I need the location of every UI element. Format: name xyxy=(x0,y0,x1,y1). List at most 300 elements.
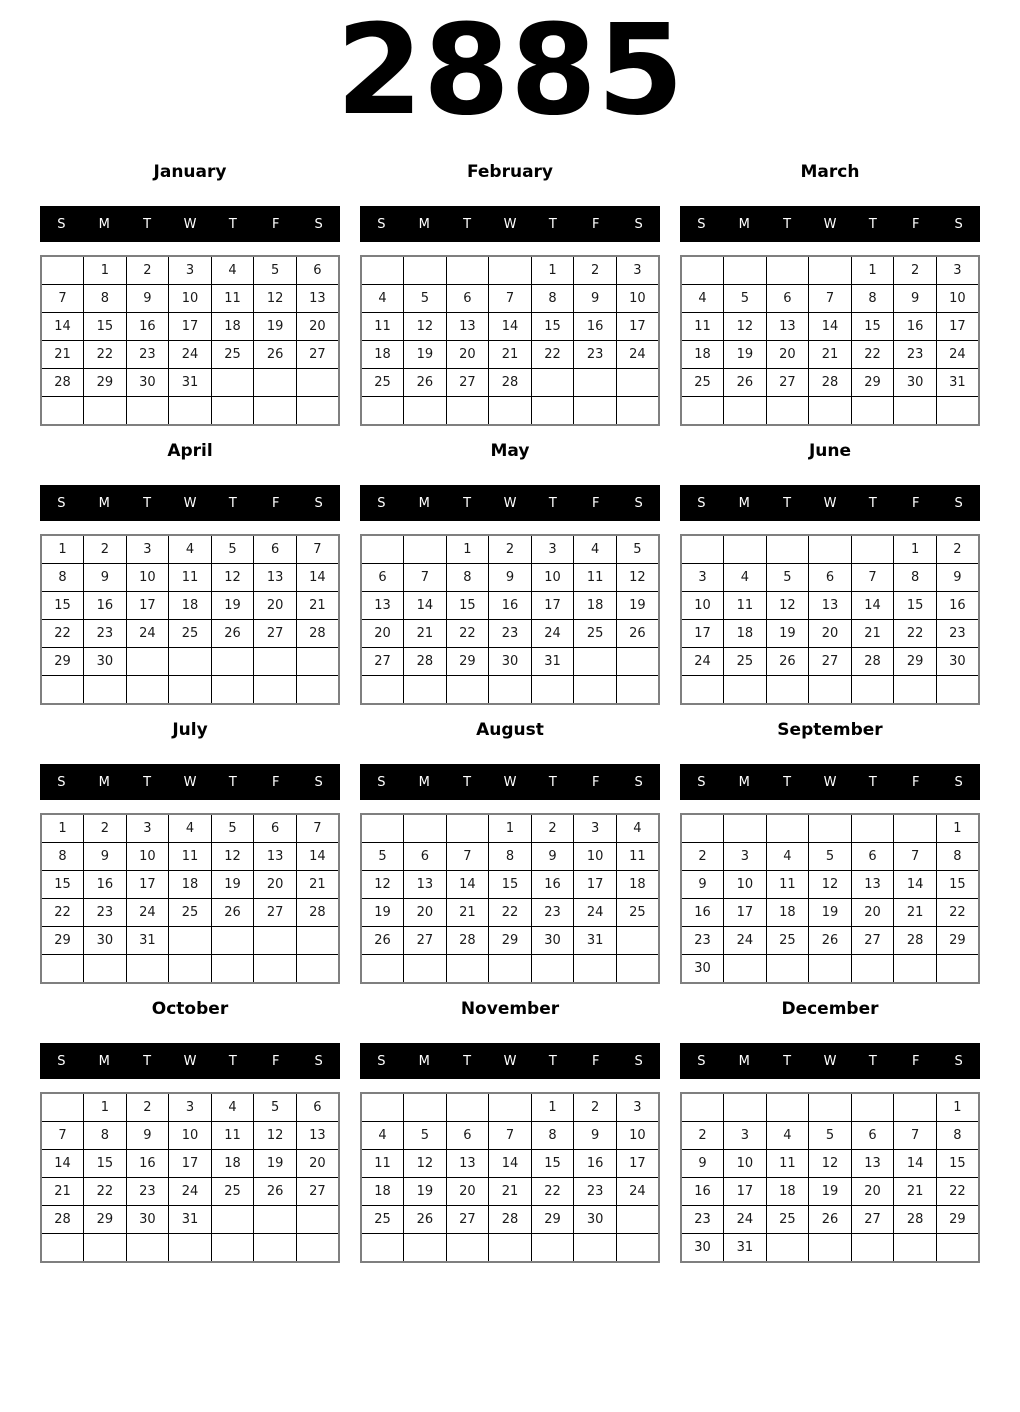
date-cell: 29 xyxy=(531,1206,574,1234)
weekday-label: M xyxy=(738,1053,750,1069)
date-cell: 23 xyxy=(84,899,127,927)
date-cell: 17 xyxy=(616,313,659,341)
week-row xyxy=(681,955,979,984)
date-cell: 5 xyxy=(766,564,809,592)
weekday-label: S xyxy=(377,495,386,511)
date-cell: 24 xyxy=(126,620,169,648)
date-cell: 30 xyxy=(126,369,169,397)
date-cell: 13 xyxy=(851,1150,894,1178)
weekday-label: M xyxy=(418,495,430,511)
empty-cell xyxy=(809,676,852,705)
date-cell: 9 xyxy=(84,564,127,592)
date-cell: 27 xyxy=(254,620,297,648)
date-cell: 23 xyxy=(681,1206,724,1234)
empty-cell xyxy=(489,256,532,285)
date-cell: 19 xyxy=(724,341,767,369)
empty-cell xyxy=(84,1234,127,1263)
date-cell: 15 xyxy=(41,871,84,899)
date-cell: 30 xyxy=(574,1206,617,1234)
date-cell: 24 xyxy=(574,899,617,927)
weekday-label: T xyxy=(143,495,152,511)
date-cell: 19 xyxy=(809,899,852,927)
date-cell: 7 xyxy=(894,843,937,871)
empty-cell xyxy=(489,676,532,705)
date-cell: 24 xyxy=(169,341,212,369)
empty-cell xyxy=(361,1234,404,1263)
weekday-label: T xyxy=(868,495,877,511)
date-cell: 7 xyxy=(489,285,532,313)
date-cell: 26 xyxy=(211,620,254,648)
date-cell: 29 xyxy=(446,648,489,676)
date-cell: 22 xyxy=(531,1178,574,1206)
date-cell: 21 xyxy=(296,592,339,620)
date-cell: 17 xyxy=(616,1150,659,1178)
weekday-header xyxy=(680,206,980,242)
weekday-label: S xyxy=(57,774,66,790)
empty-cell xyxy=(574,369,617,397)
week-row xyxy=(41,397,339,426)
date-cell: 4 xyxy=(211,256,254,285)
date-cell: 12 xyxy=(616,564,659,592)
days-grid xyxy=(40,255,340,426)
date-cell: 18 xyxy=(361,1178,404,1206)
week-row xyxy=(361,955,659,984)
date-cell: 17 xyxy=(724,899,767,927)
date-cell: 20 xyxy=(809,620,852,648)
days-grid xyxy=(360,1092,660,1263)
date-cell: 25 xyxy=(766,1206,809,1234)
weekday-label: F xyxy=(271,774,280,790)
weekday-label: F xyxy=(591,1053,600,1069)
date-cell: 25 xyxy=(211,1178,254,1206)
date-cell: 26 xyxy=(254,1178,297,1206)
empty-cell xyxy=(616,397,659,426)
week-row xyxy=(681,871,979,899)
date-cell: 7 xyxy=(41,285,84,313)
weekday-label: W xyxy=(183,495,197,511)
week-row xyxy=(361,1150,659,1178)
month-title: June xyxy=(808,441,852,461)
empty-cell xyxy=(254,1234,297,1263)
date-cell: 18 xyxy=(766,1178,809,1206)
date-cell: 22 xyxy=(936,1178,979,1206)
date-cell: 12 xyxy=(766,592,809,620)
days-grid xyxy=(40,1092,340,1263)
date-cell: 8 xyxy=(446,564,489,592)
date-cell: 15 xyxy=(84,1150,127,1178)
date-cell: 13 xyxy=(851,871,894,899)
weekday-label: W xyxy=(183,1053,197,1069)
date-cell: 8 xyxy=(84,1122,127,1150)
week-row xyxy=(361,1206,659,1234)
date-cell: 6 xyxy=(296,256,339,285)
date-cell: 5 xyxy=(254,1093,297,1122)
date-cell: 14 xyxy=(489,313,532,341)
empty-cell xyxy=(489,955,532,984)
week-row xyxy=(681,899,979,927)
empty-cell xyxy=(126,648,169,676)
empty-cell xyxy=(169,927,212,955)
date-cell: 9 xyxy=(126,285,169,313)
date-cell: 21 xyxy=(446,899,489,927)
week-row xyxy=(361,313,659,341)
date-cell: 18 xyxy=(724,620,767,648)
days-grid xyxy=(680,534,980,705)
date-cell: 2 xyxy=(84,814,127,843)
empty-cell xyxy=(681,814,724,843)
empty-cell xyxy=(446,1093,489,1122)
empty-cell xyxy=(296,369,339,397)
week-row xyxy=(41,955,339,984)
date-cell: 12 xyxy=(724,313,767,341)
date-cell: 4 xyxy=(361,285,404,313)
date-cell: 30 xyxy=(681,955,724,984)
empty-cell xyxy=(211,369,254,397)
date-cell: 14 xyxy=(489,1150,532,1178)
weekday-label: S xyxy=(377,774,386,790)
week-row xyxy=(681,1234,979,1263)
date-cell: 5 xyxy=(211,535,254,564)
week-row xyxy=(361,397,659,426)
month-title: September xyxy=(777,720,883,740)
empty-cell xyxy=(211,397,254,426)
week-row xyxy=(681,620,979,648)
date-cell: 26 xyxy=(724,369,767,397)
date-cell: 13 xyxy=(254,564,297,592)
date-cell: 16 xyxy=(936,592,979,620)
date-cell: 29 xyxy=(489,927,532,955)
empty-cell xyxy=(404,397,447,426)
date-cell: 12 xyxy=(404,313,447,341)
date-cell: 3 xyxy=(681,564,724,592)
empty-cell xyxy=(446,1234,489,1263)
empty-cell xyxy=(296,1234,339,1263)
empty-cell xyxy=(489,397,532,426)
month-march xyxy=(680,162,980,426)
date-cell: 14 xyxy=(446,871,489,899)
date-cell: 12 xyxy=(211,843,254,871)
weekday-label: M xyxy=(738,216,750,232)
empty-cell xyxy=(681,1093,724,1122)
weekday-label: T xyxy=(548,216,557,232)
empty-cell xyxy=(894,955,937,984)
date-cell: 1 xyxy=(84,1093,127,1122)
date-cell: 21 xyxy=(296,871,339,899)
empty-cell xyxy=(616,369,659,397)
month-title: May xyxy=(490,441,530,461)
date-cell: 17 xyxy=(681,620,724,648)
date-cell: 7 xyxy=(446,843,489,871)
date-cell: 3 xyxy=(126,814,169,843)
date-cell: 19 xyxy=(766,620,809,648)
empty-cell xyxy=(254,1206,297,1234)
empty-cell xyxy=(446,676,489,705)
week-row xyxy=(681,369,979,397)
date-cell: 28 xyxy=(41,1206,84,1234)
weekday-label: F xyxy=(591,774,600,790)
date-cell: 23 xyxy=(574,341,617,369)
weekday-label: F xyxy=(911,774,920,790)
date-cell: 3 xyxy=(574,814,617,843)
date-cell: 21 xyxy=(809,341,852,369)
date-cell: 12 xyxy=(254,1122,297,1150)
empty-cell xyxy=(809,535,852,564)
date-cell: 28 xyxy=(296,899,339,927)
weekday-label: T xyxy=(463,774,472,790)
week-row xyxy=(41,285,339,313)
date-cell: 31 xyxy=(724,1234,767,1263)
weekday-header xyxy=(360,485,660,521)
weekday-label: W xyxy=(823,1053,837,1069)
date-cell: 5 xyxy=(809,843,852,871)
empty-cell xyxy=(574,955,617,984)
weekday-label: F xyxy=(591,216,600,232)
date-cell: 25 xyxy=(724,648,767,676)
date-cell: 27 xyxy=(851,1206,894,1234)
date-cell: 4 xyxy=(574,535,617,564)
date-cell: 28 xyxy=(489,369,532,397)
date-cell: 15 xyxy=(446,592,489,620)
date-cell: 27 xyxy=(809,648,852,676)
date-cell: 15 xyxy=(531,1150,574,1178)
date-cell: 1 xyxy=(84,256,127,285)
days-grid xyxy=(680,1092,980,1263)
date-cell: 28 xyxy=(894,927,937,955)
weekday-label: M xyxy=(738,495,750,511)
date-cell: 17 xyxy=(574,871,617,899)
weekday-label: T xyxy=(143,774,152,790)
date-cell: 13 xyxy=(446,313,489,341)
date-cell: 12 xyxy=(211,564,254,592)
date-cell: 5 xyxy=(809,1122,852,1150)
weekday-label: T xyxy=(463,495,472,511)
date-cell: 20 xyxy=(361,620,404,648)
date-cell: 11 xyxy=(616,843,659,871)
date-cell: 11 xyxy=(766,871,809,899)
empty-cell xyxy=(766,256,809,285)
date-cell: 2 xyxy=(574,1093,617,1122)
date-cell: 27 xyxy=(404,927,447,955)
date-cell: 25 xyxy=(361,369,404,397)
week-row xyxy=(361,648,659,676)
date-cell: 28 xyxy=(809,369,852,397)
empty-cell xyxy=(851,814,894,843)
weekday-label: W xyxy=(183,216,197,232)
date-cell: 16 xyxy=(126,1150,169,1178)
date-cell: 26 xyxy=(404,369,447,397)
weekday-label: T xyxy=(143,216,152,232)
week-row xyxy=(41,1206,339,1234)
weekday-label: T xyxy=(783,216,792,232)
week-row xyxy=(681,256,979,285)
weekday-label: F xyxy=(911,216,920,232)
date-cell: 22 xyxy=(84,341,127,369)
weekday-label: M xyxy=(418,1053,430,1069)
week-row xyxy=(41,899,339,927)
week-row xyxy=(681,843,979,871)
date-cell: 26 xyxy=(616,620,659,648)
weekday-label: W xyxy=(503,495,517,511)
empty-cell xyxy=(724,1093,767,1122)
empty-cell xyxy=(616,1206,659,1234)
empty-cell xyxy=(766,1093,809,1122)
date-cell: 18 xyxy=(211,313,254,341)
weekday-label: F xyxy=(591,495,600,511)
date-cell: 3 xyxy=(724,1122,767,1150)
date-cell: 17 xyxy=(936,313,979,341)
date-cell: 3 xyxy=(126,535,169,564)
weekday-header xyxy=(680,764,980,800)
date-cell: 25 xyxy=(361,1206,404,1234)
empty-cell xyxy=(724,256,767,285)
empty-cell xyxy=(41,256,84,285)
month-august xyxy=(360,720,660,984)
empty-cell xyxy=(809,814,852,843)
date-cell: 11 xyxy=(169,564,212,592)
week-row xyxy=(681,814,979,843)
empty-cell xyxy=(404,814,447,843)
date-cell: 10 xyxy=(936,285,979,313)
week-row xyxy=(361,285,659,313)
date-cell: 28 xyxy=(404,648,447,676)
date-cell: 19 xyxy=(361,899,404,927)
empty-cell xyxy=(724,535,767,564)
empty-cell xyxy=(574,1234,617,1263)
date-cell: 7 xyxy=(489,1122,532,1150)
week-row xyxy=(681,1178,979,1206)
empty-cell xyxy=(936,676,979,705)
week-row xyxy=(41,927,339,955)
empty-cell xyxy=(169,676,212,705)
month-title: February xyxy=(466,162,554,182)
date-cell: 27 xyxy=(254,899,297,927)
weekday-label: W xyxy=(823,495,837,511)
date-cell: 15 xyxy=(84,313,127,341)
empty-cell xyxy=(894,1093,937,1122)
empty-cell xyxy=(211,1206,254,1234)
empty-cell xyxy=(616,648,659,676)
date-cell: 1 xyxy=(894,535,937,564)
date-cell: 2 xyxy=(681,843,724,871)
empty-cell xyxy=(531,676,574,705)
month-title: December xyxy=(781,999,879,1019)
empty-cell xyxy=(446,955,489,984)
month-october xyxy=(40,999,340,1263)
date-cell: 20 xyxy=(254,592,297,620)
date-cell: 20 xyxy=(254,871,297,899)
empty-cell xyxy=(361,397,404,426)
empty-cell xyxy=(574,648,617,676)
weekday-label: T xyxy=(868,1053,877,1069)
date-cell: 23 xyxy=(936,620,979,648)
empty-cell xyxy=(724,397,767,426)
date-cell: 18 xyxy=(681,341,724,369)
date-cell: 14 xyxy=(894,871,937,899)
weekday-label: M xyxy=(98,1053,110,1069)
date-cell: 16 xyxy=(894,313,937,341)
date-cell: 9 xyxy=(531,843,574,871)
date-cell: 8 xyxy=(531,1122,574,1150)
date-cell: 8 xyxy=(41,843,84,871)
week-row xyxy=(41,871,339,899)
date-cell: 28 xyxy=(296,620,339,648)
date-cell: 21 xyxy=(851,620,894,648)
date-cell: 7 xyxy=(851,564,894,592)
months-grid xyxy=(40,162,980,1263)
date-cell: 15 xyxy=(851,313,894,341)
week-row xyxy=(41,341,339,369)
date-cell: 17 xyxy=(531,592,574,620)
month-title: July xyxy=(172,720,208,740)
weekday-label: S xyxy=(697,774,706,790)
month-april xyxy=(40,441,340,705)
empty-cell xyxy=(851,397,894,426)
empty-cell xyxy=(616,676,659,705)
date-cell: 5 xyxy=(404,285,447,313)
days-grid xyxy=(360,255,660,426)
date-cell: 9 xyxy=(84,843,127,871)
weekday-label: W xyxy=(503,1053,517,1069)
date-cell: 6 xyxy=(851,1122,894,1150)
date-cell: 28 xyxy=(894,1206,937,1234)
week-row xyxy=(681,1206,979,1234)
date-cell: 14 xyxy=(809,313,852,341)
date-cell: 15 xyxy=(489,871,532,899)
month-november xyxy=(360,999,660,1263)
date-cell: 12 xyxy=(404,1150,447,1178)
empty-cell xyxy=(681,256,724,285)
date-cell: 9 xyxy=(126,1122,169,1150)
empty-cell xyxy=(724,676,767,705)
empty-cell xyxy=(361,814,404,843)
date-cell: 27 xyxy=(361,648,404,676)
date-cell: 14 xyxy=(296,843,339,871)
date-cell: 11 xyxy=(169,843,212,871)
weekday-header xyxy=(680,485,980,521)
week-row xyxy=(681,564,979,592)
date-cell: 24 xyxy=(169,1178,212,1206)
date-cell: 7 xyxy=(809,285,852,313)
date-cell: 2 xyxy=(531,814,574,843)
empty-cell xyxy=(169,1234,212,1263)
date-cell: 13 xyxy=(296,1122,339,1150)
empty-cell xyxy=(531,397,574,426)
date-cell: 10 xyxy=(126,564,169,592)
date-cell: 10 xyxy=(574,843,617,871)
date-cell: 31 xyxy=(574,927,617,955)
date-cell: 25 xyxy=(211,341,254,369)
weekday-label: W xyxy=(823,216,837,232)
date-cell: 13 xyxy=(296,285,339,313)
empty-cell xyxy=(894,1234,937,1263)
empty-cell xyxy=(489,1234,532,1263)
week-row xyxy=(681,341,979,369)
week-row xyxy=(681,313,979,341)
weekday-label: T xyxy=(228,774,237,790)
empty-cell xyxy=(851,1093,894,1122)
empty-cell xyxy=(296,648,339,676)
date-cell: 30 xyxy=(936,648,979,676)
week-row xyxy=(361,1122,659,1150)
date-cell: 13 xyxy=(404,871,447,899)
weekday-label: S xyxy=(634,495,643,511)
date-cell: 11 xyxy=(211,1122,254,1150)
date-cell: 24 xyxy=(724,1206,767,1234)
date-cell: 30 xyxy=(531,927,574,955)
weekday-label: F xyxy=(271,216,280,232)
month-february xyxy=(360,162,660,426)
empty-cell xyxy=(531,369,574,397)
